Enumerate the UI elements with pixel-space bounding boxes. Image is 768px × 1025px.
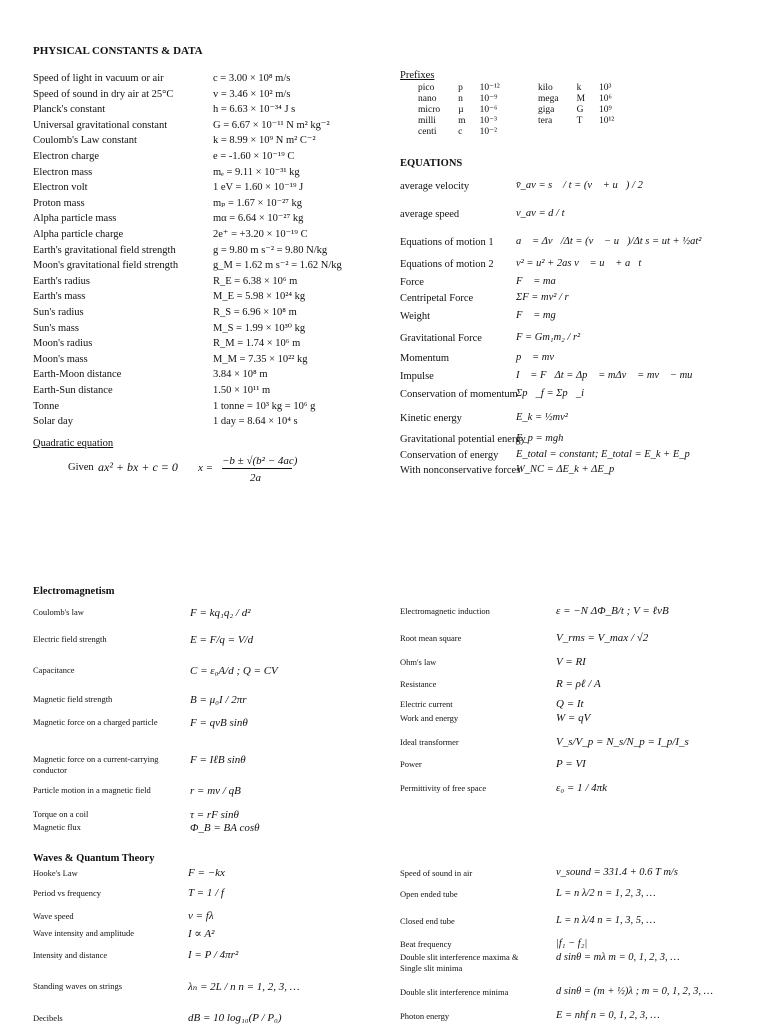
em-name: Coulomb's law [33, 607, 84, 617]
em-name: Ideal transformer [400, 737, 459, 747]
prefix-row [538, 94, 620, 105]
wave-name: Double slit interference maxima & Single slit minima [400, 952, 519, 973]
equation-name: Conservation of energy [400, 450, 499, 461]
equation-formula: v_av = d / t [516, 208, 565, 219]
constant-value: g_M = 1.62 m s⁻² = 1.62 N/kg [213, 260, 342, 272]
equation-name: Gravitational potential energy [400, 434, 526, 445]
em-formula: Q = It [556, 698, 584, 710]
constant-value: G = 6.67 × 10⁻¹¹ N m² kg⁻² [213, 119, 330, 131]
prefix-row [538, 116, 620, 127]
em-formula: ε = −N ΔΦ_B/t ; V = ℓvB [556, 605, 669, 617]
em-formula: B = μ₀I / 2πr [190, 694, 247, 706]
wave-name: Beat frequency [400, 939, 452, 949]
constant-name: Speed of light in vacuum or air [33, 73, 164, 84]
constant-value: g = 9.80 m s⁻² = 9.80 N/kg [213, 244, 328, 256]
equation-formula: F = Gm₁m₂ / r² [516, 332, 581, 343]
constant-value: 1 tonne = 10³ kg = 10⁶ g [213, 400, 316, 412]
constant-name: Moon's radius [33, 338, 93, 350]
prefix-symbol: G [576, 105, 584, 115]
em-formula: r = mv / qB [190, 785, 241, 797]
equation-name: Equations of motion 2 [400, 259, 494, 270]
quadratic-solution-lhs: x = [198, 462, 214, 474]
constant-value: R_E = 6.38 × 10⁶ m [213, 275, 298, 287]
equations-heading: EQUATIONS [400, 158, 463, 169]
equation-formula: p⃗ = mv⃗ [516, 352, 563, 363]
prefix-symbol: m [458, 116, 466, 126]
equation-formula: v̄_av = s⃗ / t = (v⃗ + u⃗) / 2 [516, 180, 643, 191]
prefix-power: 10⁻³ [479, 116, 497, 126]
wave-name: Open ended tube [400, 889, 458, 899]
constant-name: Solar day [33, 416, 73, 428]
wave-formula: T = 1 / f [188, 887, 224, 899]
prefix-row [538, 83, 620, 94]
equation-name: Conservation of momentum [400, 389, 518, 400]
wave-formula: λₙ = 2L / n n = 1, 2, 3, … [188, 981, 300, 993]
constant-name: Moon's gravitational field strength [33, 260, 179, 272]
wave-name: Closed end tube [400, 916, 455, 926]
prefixes-right-table [538, 83, 620, 127]
quadratic-heading: Quadratic equation [33, 438, 114, 449]
equation-formula: ΣF = mv² / r [516, 292, 569, 303]
equation-formula: E_k = ½mv² [516, 412, 568, 423]
em-name: Electromagnetic induction [400, 606, 490, 616]
constant-value: mₑ = 9.11 × 10⁻³¹ kg [213, 166, 300, 178]
equation-name: Force [400, 277, 424, 288]
em-name: Permittivity of free space [400, 783, 487, 793]
prefix-name: tera [538, 116, 553, 126]
prefix-power: 10⁹ [599, 105, 612, 115]
constant-value: mₚ = 1.67 × 10⁻²⁷ kg [213, 197, 303, 209]
em-formula: C = ε₀A/d ; Q = CV [190, 665, 278, 677]
equation-formula: I⃗ = F⃗Δt = Δp⃗ = mΔv⃗ = mv⃗ − mu⃗ [516, 370, 701, 381]
constant-name: Universal gravitational constant [33, 119, 168, 131]
constant-value: M_S = 1.99 × 10³⁰ kg [213, 322, 306, 334]
wave-formula: v = fλ [188, 910, 214, 922]
wave-formula: F = −kx [188, 867, 225, 879]
prefix-row [418, 83, 506, 94]
constant-value: 2e⁺ = +3.20 × 10⁻¹⁹ C [213, 229, 308, 240]
constant-value: M_E = 5.98 × 10²⁴ kg [213, 291, 306, 303]
constant-name: Coulomb's Law constant [33, 135, 137, 147]
prefix-name: milli [418, 116, 436, 126]
em-name: Electric current [400, 699, 453, 709]
constant-value: mα = 6.64 × 10⁻²⁷ kg [213, 213, 304, 225]
wave-formula: I ∝ A² [188, 928, 215, 940]
quadratic-equation: ax² + bx + c = 0 [98, 460, 178, 474]
wave-name: Double slit interference minima [400, 987, 509, 997]
equation-name: Momentum [400, 353, 449, 364]
prefixes-heading: Prefixes [400, 70, 435, 81]
constant-name: Sun's radius [33, 307, 84, 318]
wave-name: Decibels [33, 1013, 63, 1023]
equation-formula: F⃗ = mg⃗ [516, 310, 564, 321]
constant-name: Proton mass [33, 197, 85, 209]
prefix-row [418, 94, 506, 105]
constant-name: Earth-Moon distance [33, 369, 122, 381]
wave-formula: L = n λ/4 n = 1, 3, 5, … [556, 915, 656, 926]
constant-name: Alpha particle mass [33, 213, 117, 225]
equation-name: Weight [400, 311, 431, 322]
prefix-row [538, 105, 620, 116]
constant-value: R_S = 6.96 × 10⁸ m [213, 307, 297, 318]
wave-formula: L = n λ/2 n = 1, 2, 3, … [556, 888, 656, 899]
prefix-power: 10³ [599, 83, 612, 93]
prefix-name: micro [418, 105, 441, 115]
constant-value: k = 8.99 × 10⁹ N m² C⁻² [213, 135, 316, 147]
em-name: Root mean square [400, 633, 462, 643]
prefix-row [418, 116, 506, 127]
em-name: Magnetic force on a current-carrying conductor [33, 754, 159, 775]
prefix-power: 10⁻¹² [479, 83, 500, 93]
constant-name: Planck's constant [33, 104, 106, 116]
constant-name: Electron mass [33, 166, 93, 178]
equation-formula: W_NC = ΔE_k + ΔE_p [516, 464, 615, 475]
wave-name: Speed of sound in air [400, 868, 473, 878]
em-formula: V = RI [556, 656, 586, 668]
em-name: Torque on a coil [33, 809, 89, 819]
constant-name: Earth's gravitational field strength [33, 244, 176, 256]
constant-value: e = -1.60 × 10⁻¹⁹ C [213, 151, 295, 162]
constant-name: Tonne [33, 400, 60, 412]
equation-formula: F⃗ = ma⃗ [516, 276, 564, 287]
equation-name: average velocity [400, 181, 470, 192]
em-formula: F = qvB sinθ [190, 717, 248, 729]
equation-formula: Σp⃗_f = Σp⃗_i [516, 388, 584, 399]
em-formula: F = IℓB sinθ [190, 754, 246, 766]
constant-name: Alpha particle charge [33, 229, 124, 240]
prefix-power: 10⁶ [599, 94, 612, 104]
em-formula: τ = rF sinθ [190, 809, 239, 821]
em-formula: ε₀ = 1 / 4πk [556, 782, 608, 794]
equation-name: Equations of motion 1 [400, 237, 494, 248]
prefix-symbol: k [576, 83, 582, 93]
prefix-symbol: c [458, 127, 463, 137]
constant-name: Earth-Sun distance [33, 385, 113, 396]
em-formula: E = F/q = V/d [190, 634, 254, 646]
quadratic-given: Given [68, 462, 94, 473]
equation-name: Centripetal Force [400, 293, 474, 304]
em-name: Magnetic flux [33, 822, 81, 832]
prefix-power: 10⁻² [479, 127, 497, 137]
em-name: Ohm's law [400, 657, 437, 667]
prefix-power: 10⁻⁶ [479, 105, 498, 115]
em-name: Power [400, 759, 422, 769]
constant-name: Earth's radius [33, 275, 91, 287]
constant-name: Moon's mass [33, 353, 88, 365]
prefix-power: 10⁻⁹ [479, 94, 498, 104]
wave-name: Period vs frequency [33, 888, 101, 898]
em-name: Work and energy [400, 713, 459, 723]
prefixes-left-table [418, 83, 506, 138]
em-name: Capacitance [33, 665, 75, 675]
prefix-row [418, 105, 506, 116]
equation-name: With nonconservative forces [400, 465, 521, 476]
quadratic-solution-denominator: 2a [250, 472, 261, 484]
em-formula: F = kq₁q₂ / d² [190, 607, 251, 619]
wave-formula: |f₁ − f₂| [556, 938, 588, 949]
wave-name: Wave intensity and amplitude [33, 928, 135, 938]
equation-name: average speed [400, 209, 460, 220]
constant-value: 1 eV = 1.60 × 10⁻¹⁹ J [213, 182, 304, 194]
wave-name: Wave speed [33, 911, 74, 921]
equation-name: Gravitational Force [400, 333, 482, 344]
equation-name: Impulse [400, 371, 434, 382]
constant-value: 1 day = 8.64 × 10⁴ s [213, 416, 298, 428]
prefix-name: centi [418, 127, 437, 137]
constant-value: M_M = 7.35 × 10²² kg [213, 353, 308, 365]
wave-name: Photon energy [400, 1011, 450, 1021]
wave-formula: I = P / 4πr² [188, 949, 239, 961]
em-formula: R = ρℓ / A [556, 678, 601, 690]
constant-value: v = 3.46 × 10² m/s [213, 88, 291, 100]
constant-value: R_M = 1.74 × 10⁶ m [213, 338, 301, 350]
prefix-name: kilo [538, 83, 553, 93]
em-formula: V_s/V_p = N_s/N_p = I_p/I_s [556, 736, 689, 748]
em-formula: P = VI [556, 758, 586, 770]
fraction-bar [222, 468, 292, 469]
prefix-symbol: µ [458, 105, 464, 115]
prefix-symbol: n [458, 94, 463, 104]
wave-name: Hooke's Law [33, 868, 78, 878]
constant-value: 3.84 × 10⁸ m [213, 369, 268, 381]
equation-formula: E_p = mgh [516, 433, 564, 444]
electromagnetism-heading: Electromagnetism [33, 586, 115, 597]
prefix-power: 10¹² [599, 116, 615, 126]
constant-name: Electron charge [33, 151, 99, 162]
wave-formula: E = nhf n = 0, 1, 2, 3, … [556, 1010, 660, 1021]
prefix-name: pico [418, 83, 435, 93]
em-formula: W = qV [556, 712, 591, 724]
wave-formula: d sinθ = (m + ½)λ ; m = 0, 1, 2, 3, … [556, 986, 713, 997]
prefix-name: nano [418, 94, 437, 104]
em-name: Particle motion in a magnetic field [33, 785, 151, 795]
prefix-symbol: p [458, 83, 463, 93]
prefix-name: mega [538, 94, 559, 104]
page-title: PHYSICAL CONSTANTS & DATA [33, 45, 203, 57]
em-name: Electric field strength [33, 634, 107, 644]
em-name: Magnetic force on a charged particle [33, 717, 158, 727]
prefix-symbol: T [576, 116, 583, 126]
constant-name: Speed of sound in dry air at 25°C [33, 88, 174, 100]
wave-formula: dB = 10 log₁₀(P / P₀) [188, 1012, 282, 1024]
prefix-name: giga [538, 105, 555, 115]
constant-value: h = 6.63 × 10⁻³⁴ J s [213, 104, 296, 116]
equation-formula: a⃗ = Δv⃗/Δt = (v⃗ − u⃗)/Δt s = ut + ½at² [516, 236, 702, 247]
wave-name: Standing waves on strings [33, 981, 123, 991]
constant-name: Electron volt [33, 182, 88, 194]
em-name: Resistance [400, 679, 437, 689]
quadratic-solution-numerator: −b ± √(b² − 4ac) [222, 455, 298, 467]
em-name: Magnetic field strength [33, 694, 113, 704]
prefix-row [418, 127, 506, 138]
waves-heading: Waves & Quantum Theory [33, 853, 155, 864]
wave-name: Intensity and distance [33, 950, 108, 960]
equation-name: Kinetic energy [400, 413, 462, 424]
wave-formula: d sinθ = mλ m = 0, 1, 2, 3, … [556, 952, 680, 963]
equation-formula: E_total = constant; E_total = E_k + E_p [516, 449, 690, 460]
constant-name: Sun's mass [33, 322, 79, 334]
constant-name: Earth's mass [33, 291, 86, 303]
constant-value: 1.50 × 10¹¹ m [213, 385, 271, 396]
wave-formula: v_sound = 331.4 + 0.6 T m/s [556, 867, 678, 878]
prefix-symbol: M [576, 94, 586, 104]
constant-value: c = 3.00 × 10⁸ m/s [213, 73, 291, 84]
equation-formula: v² = u² + 2as v⃗ = u⃗ + a⃗t [516, 258, 642, 269]
em-formula: V_rms = V_max / √2 [556, 632, 649, 644]
em-formula: Φ_B = BA cosθ [190, 822, 260, 834]
